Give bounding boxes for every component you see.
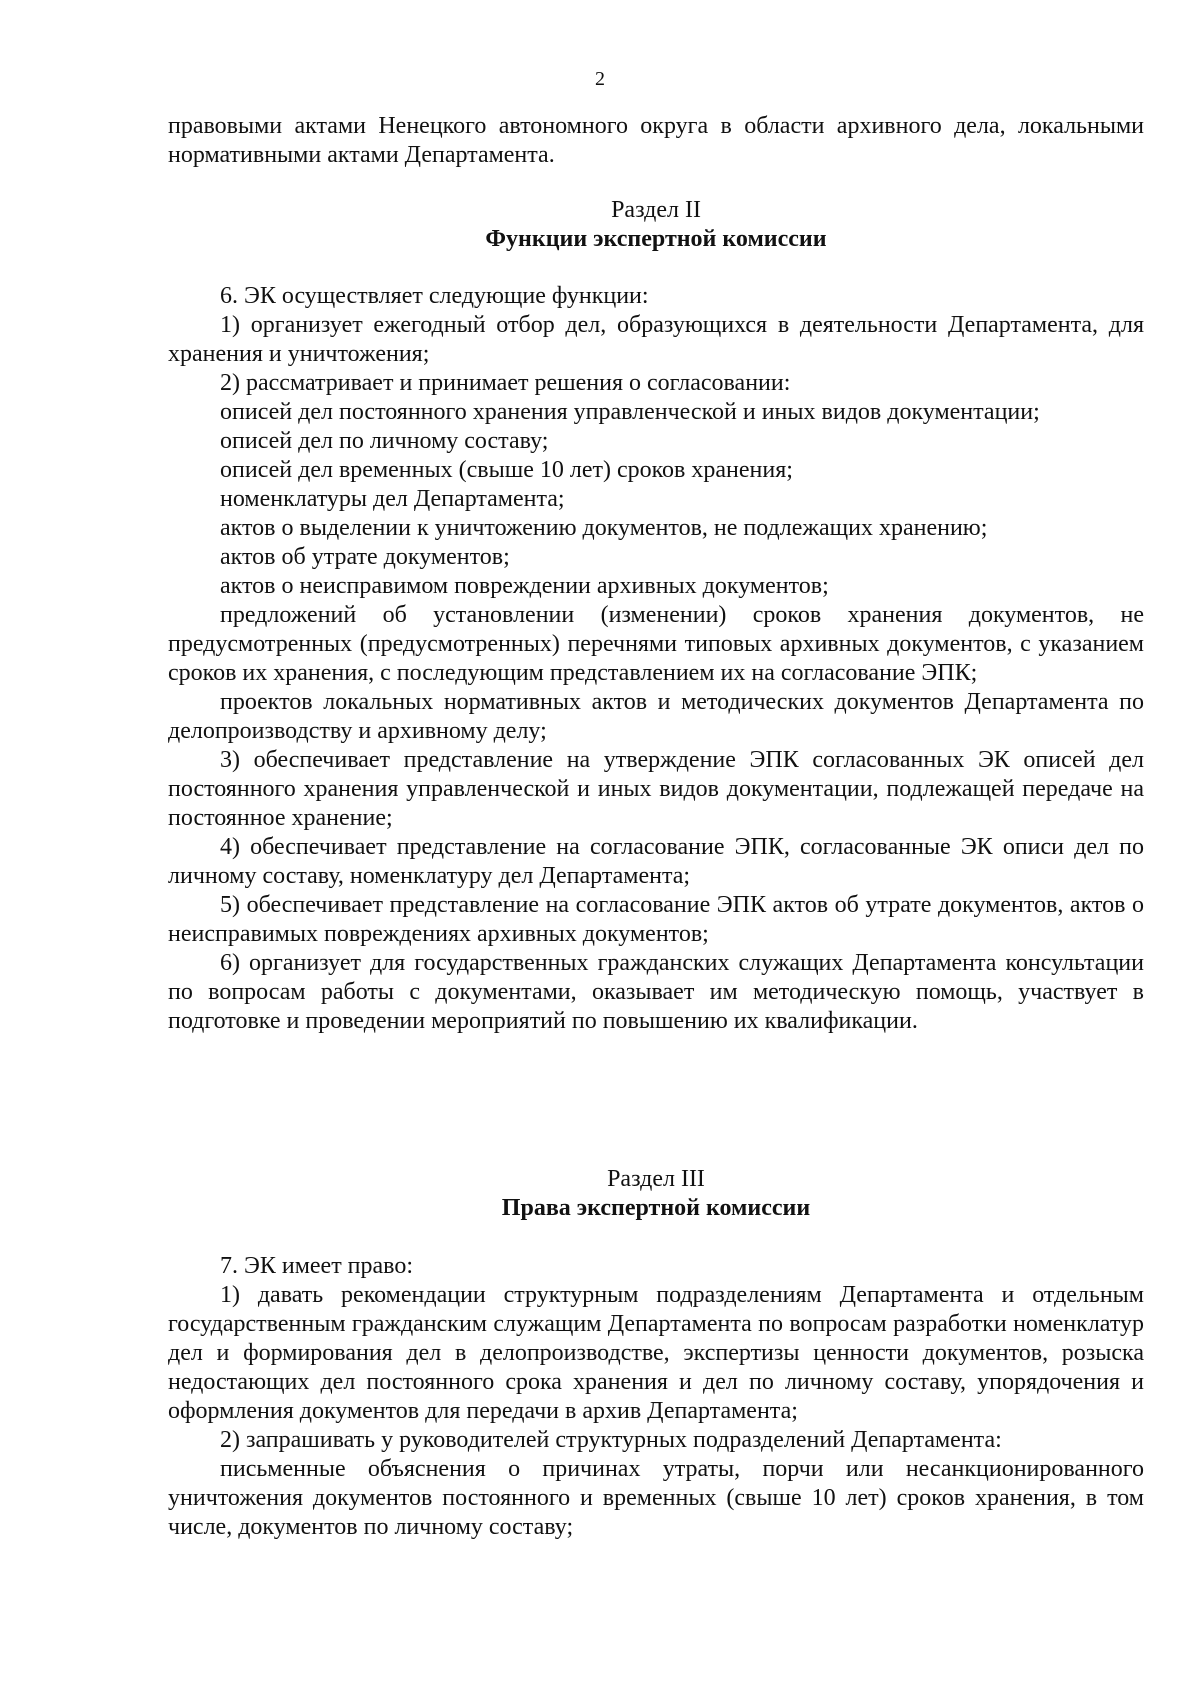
section-3-header	[168, 1165, 1144, 1223]
clause-6-item-6: 6) организует для государственных гражданских служащих Департамента консультации по вопросам работы с документами, оказывает им методическую помощь, участвует в подготовке и проведении мероприятий по повышению их квалификации.	[168, 950, 1144, 1034]
list-item: проектов локальных нормативных актов и методических документов Департамента по делопроизводству и архивному делу;	[168, 689, 1144, 744]
section-3-title: Права экспертной комиссии	[501, 1195, 811, 1221]
list-item: описей дел временных (свыше 10 лет) сроков хранения;	[220, 457, 793, 483]
section-2-body	[168, 282, 1144, 1036]
clause-6-item-4: 4) обеспечивает представление на согласование ЭПК, согласованные ЭК описи дел по личному составу, номенклатуру дел Департамента;	[168, 834, 1144, 889]
section-2-header	[168, 196, 1144, 254]
clause-7: 7. ЭК имеет право:	[220, 1253, 414, 1279]
section-2-heading: Раздел II	[611, 197, 701, 223]
section-3-heading: Раздел III	[607, 1166, 705, 1192]
list-item: номенклатуры дел Департамента;	[220, 486, 565, 512]
clause-6-item-5: 5) обеспечивает представление на согласование ЭПК актов об утрате документов, актов о неисправимых повреждениях архивных документов;	[168, 892, 1144, 947]
list-item: актов о неисправимом повреждении архивных документов;	[220, 573, 829, 599]
list-item: описей дел по личному составу;	[220, 428, 549, 454]
list-item: письменные объяснения о причинах утраты, порчи или несанкционированного уничтожения документов постоянного и временных (свыше 10 лет) сроков хранения, в том числе, документов по личному составу;	[168, 1456, 1144, 1540]
list-item: актов о выделении к уничтожению документов, не подлежащих хранению;	[220, 515, 988, 541]
list-item: предложений об установлении (изменении) сроков хранения документов, не предусмотренных (предусмотренных) перечнями типовых архивных документов, с указанием сроков их хранения, с последующим представлением их на согласование ЭПК;	[168, 602, 1144, 686]
list-item: актов об утрате документов;	[220, 544, 510, 570]
section-2-title: Функции экспертной комиссии	[485, 226, 827, 252]
intro-block	[168, 112, 1144, 170]
clause-6-item-2: 2) рассматривает и принимает решения о согласовании:	[220, 370, 791, 396]
clause-7-item-1: 1) давать рекомендации структурным подразделениям Департамента и отдельным государственным гражданским служащим Департамента по вопросам разработки номенклатур дел и формирования дел в делопроизводстве, экспертизы ценности документов, розыска недостающих дел постоянного срока хранения и дел по личному составу, упорядочения и оформления документов для передачи в архив Департамента;	[168, 1282, 1144, 1424]
clause-7-item-2: 2) запрашивать у руководителей структурных подразделений Департамента:	[220, 1427, 1002, 1453]
clause-6-item-3: 3) обеспечивает представление на утверждение ЭПК согласованных ЭК описей дел постоянного хранения управленческой и иных видов документации, подлежащей передаче на постоянное хранение;	[168, 747, 1144, 831]
intro-paragraph: правовыми актами Ненецкого автономного округа в области архивного дела, локальными нормативными актами Департамента.	[168, 113, 1144, 168]
clause-6-item-1: 1) организует ежегодный отбор дел, образующихся в деятельности Департамента, для хранения и уничтожения;	[168, 312, 1144, 367]
page-number: 2	[595, 68, 605, 90]
list-item: описей дел постоянного хранения управленческой и иных видов документации;	[220, 399, 1040, 425]
section-3-body	[168, 1252, 1144, 1542]
clause-6: 6. ЭК осуществляет следующие функции:	[220, 283, 649, 309]
